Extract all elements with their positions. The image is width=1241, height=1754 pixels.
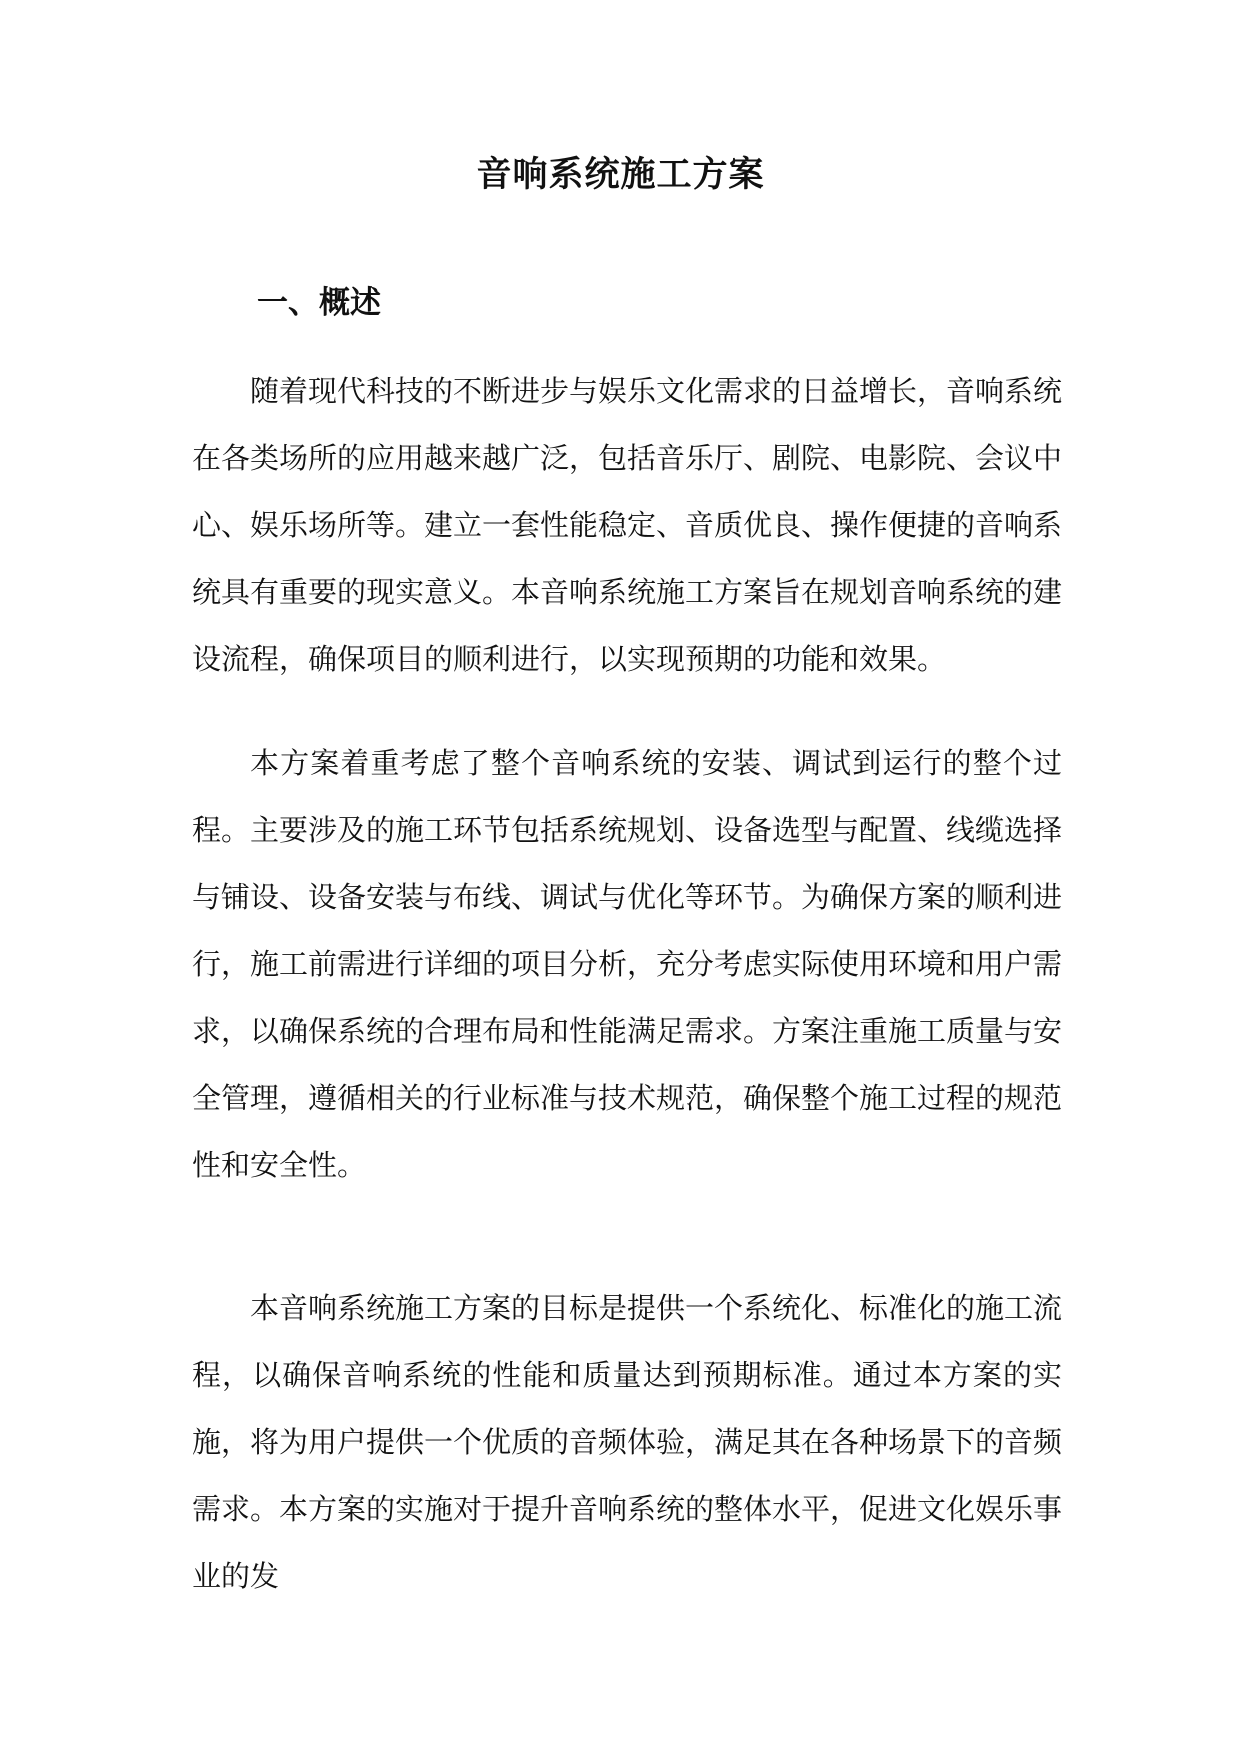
section-heading-overview: 一、概述 — [257, 285, 381, 321]
document-title: 音响系统施工方案 — [476, 154, 765, 195]
body-paragraph: 本音响系统施工方案的目标是提供一个系统化、标准化的施工流程，以确保音响系统的性能和质量达到预期标准。通过本方案的实施，将为用户提供一个优质的音频体验，满足其在各种场景下的音频需求。本方案的实施对于提升音响系统的整体水平，促进文化娱乐事业的发 — [192, 1291, 1063, 1593]
body-paragraph: 随着现代科技的不断进步与娱乐文化需求的日益增长，音响系统在各类场所的应用越来越广泛，包括音乐厅、剧院、电影院、会议中心、娱乐场所等。建立一套性能稳定、音质优良、操作便捷的音响系统具有重要的现实意义。本音响系统施工方案旨在规划音响系统的建设流程，确保项目的顺利进行，以实现预期的功能和效果。 — [192, 374, 1063, 676]
body-paragraph: 本方案着重考虑了整个音响系统的安装、调试到运行的整个过程。主要涉及的施工环节包括系统规划、设备选型与配置、线缆选择与铺设、设备安装与布线、调试与优化等环节。为确保方案的顺利进行，施工前需进行详细的项目分析，充分考虑实际使用环境和用户需求，以确保系统的合理布局和性能满足需求。方案注重施工质量与安全管理，遵循相关的行业标准与技术规范，确保整个施工过程的规范性和安全性。 — [192, 746, 1063, 1182]
